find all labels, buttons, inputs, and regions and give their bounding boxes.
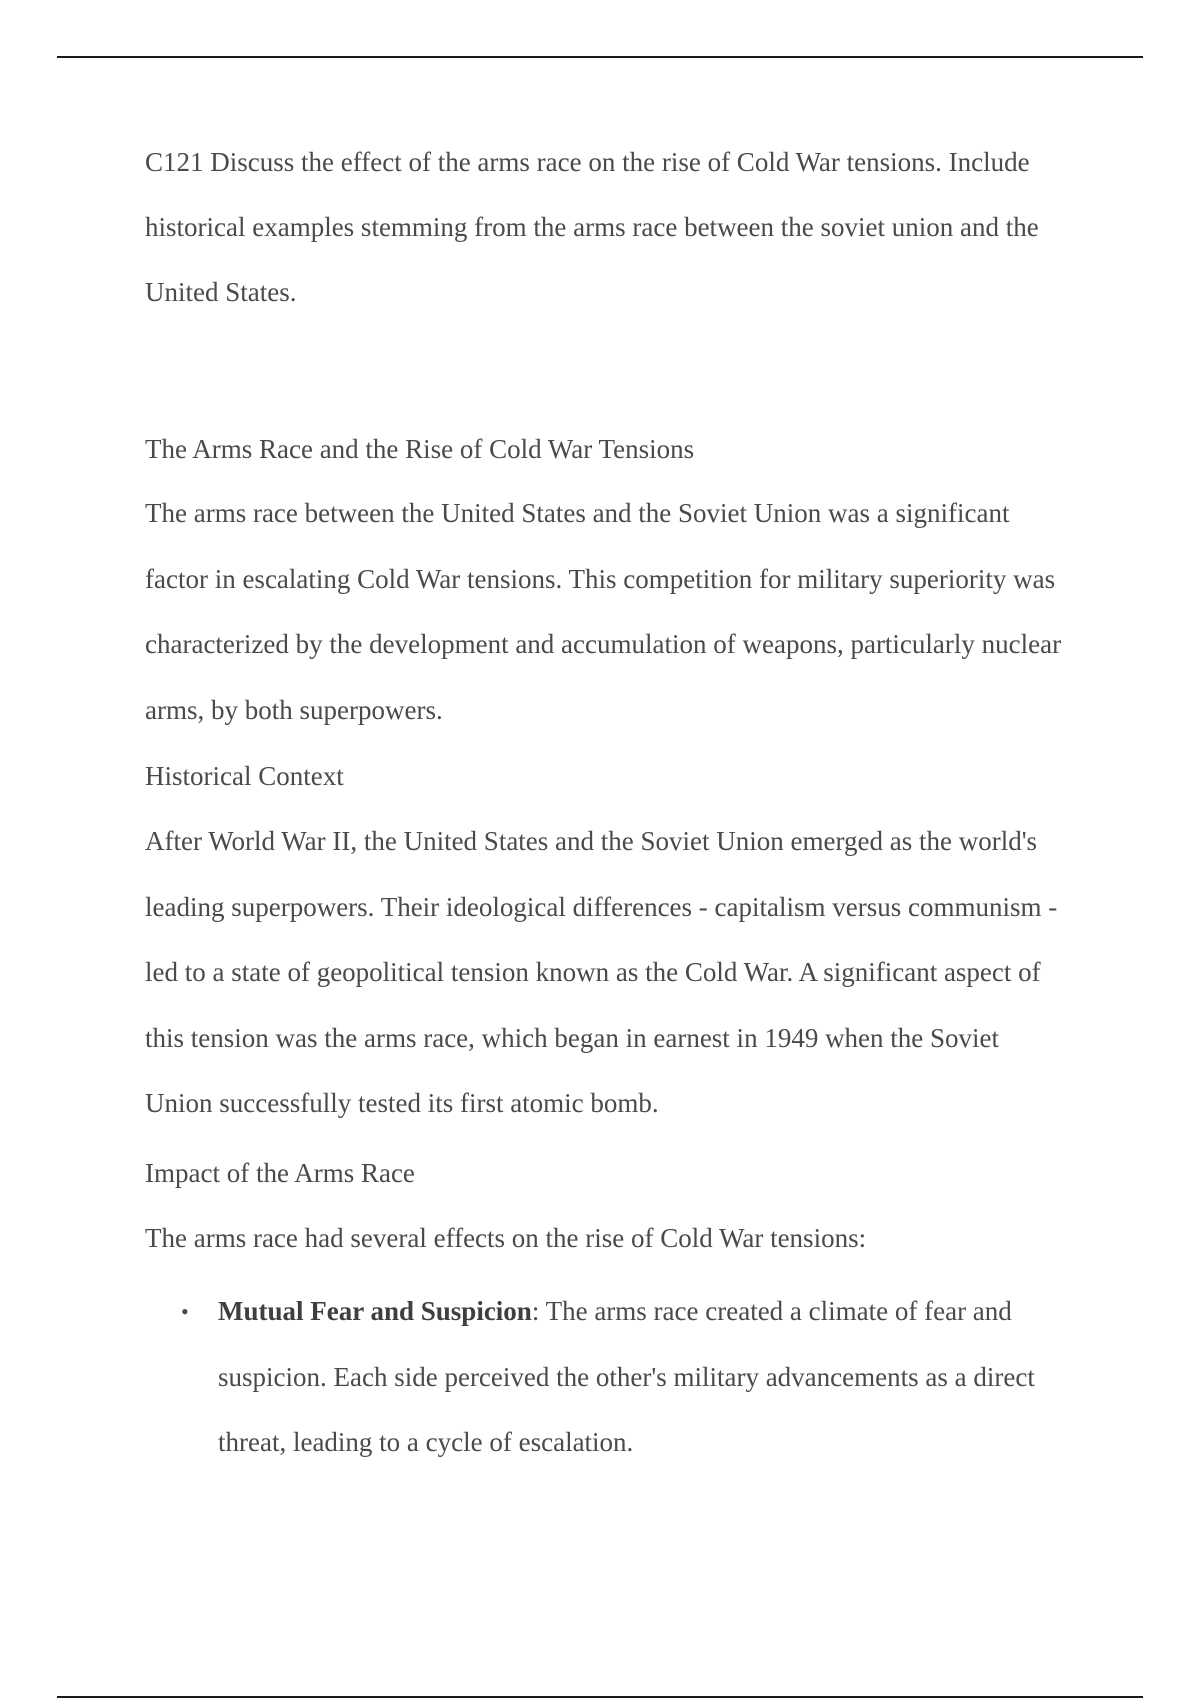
document-body bbox=[145, 130, 1065, 1476]
assignment-prompt: C121 Discuss the effect of the arms race on the rise of Cold War tensions. Include historical examples stemming from the arms race between the soviet union and the United States. bbox=[145, 147, 1039, 307]
impact-intro-paragraph: The arms race had several effects on the rise of Cold War tensions: bbox=[145, 1222, 867, 1253]
impact-list bbox=[145, 1279, 1065, 1476]
bullet-icon: • bbox=[181, 1299, 189, 1324]
document-title: The Arms Race and the Rise of Cold War Tensions bbox=[145, 434, 695, 464]
bullet-term: Mutual Fear and Suspicion bbox=[218, 1296, 532, 1326]
header-rule bbox=[57, 56, 1143, 58]
intro-paragraph: The arms race between the United States and the Soviet Union was a significant factor in escalating Cold War tensions. This competition for military superiority was characterized by the development and accumulation of weapons, particularly nuclear arms, by both superpowers. bbox=[145, 498, 1062, 725]
section-heading-impact: Impact of the Arms Race bbox=[145, 1157, 415, 1188]
footer-rule bbox=[57, 1696, 1143, 1698]
section-heading-historical-context: Historical Context bbox=[145, 761, 344, 791]
historical-context-paragraph: After World War II, the United States and the Soviet Union emerged as the world's leading superpowers. Their ideological differences - capitalism versus communism - led to a state of geopolitical tension known as the Cold War. A significant aspect of this tension was the arms race, which began in earnest in 1949 when the Soviet Union successfully tested its first atomic bomb. bbox=[145, 826, 1058, 1118]
bullet-text: : The arms race created a climate of fear and suspicion. Each side perceived the other's military advancements as a direct threat, leading to a cycle of escalation. bbox=[218, 1296, 1035, 1457]
list-item bbox=[145, 1279, 1065, 1476]
